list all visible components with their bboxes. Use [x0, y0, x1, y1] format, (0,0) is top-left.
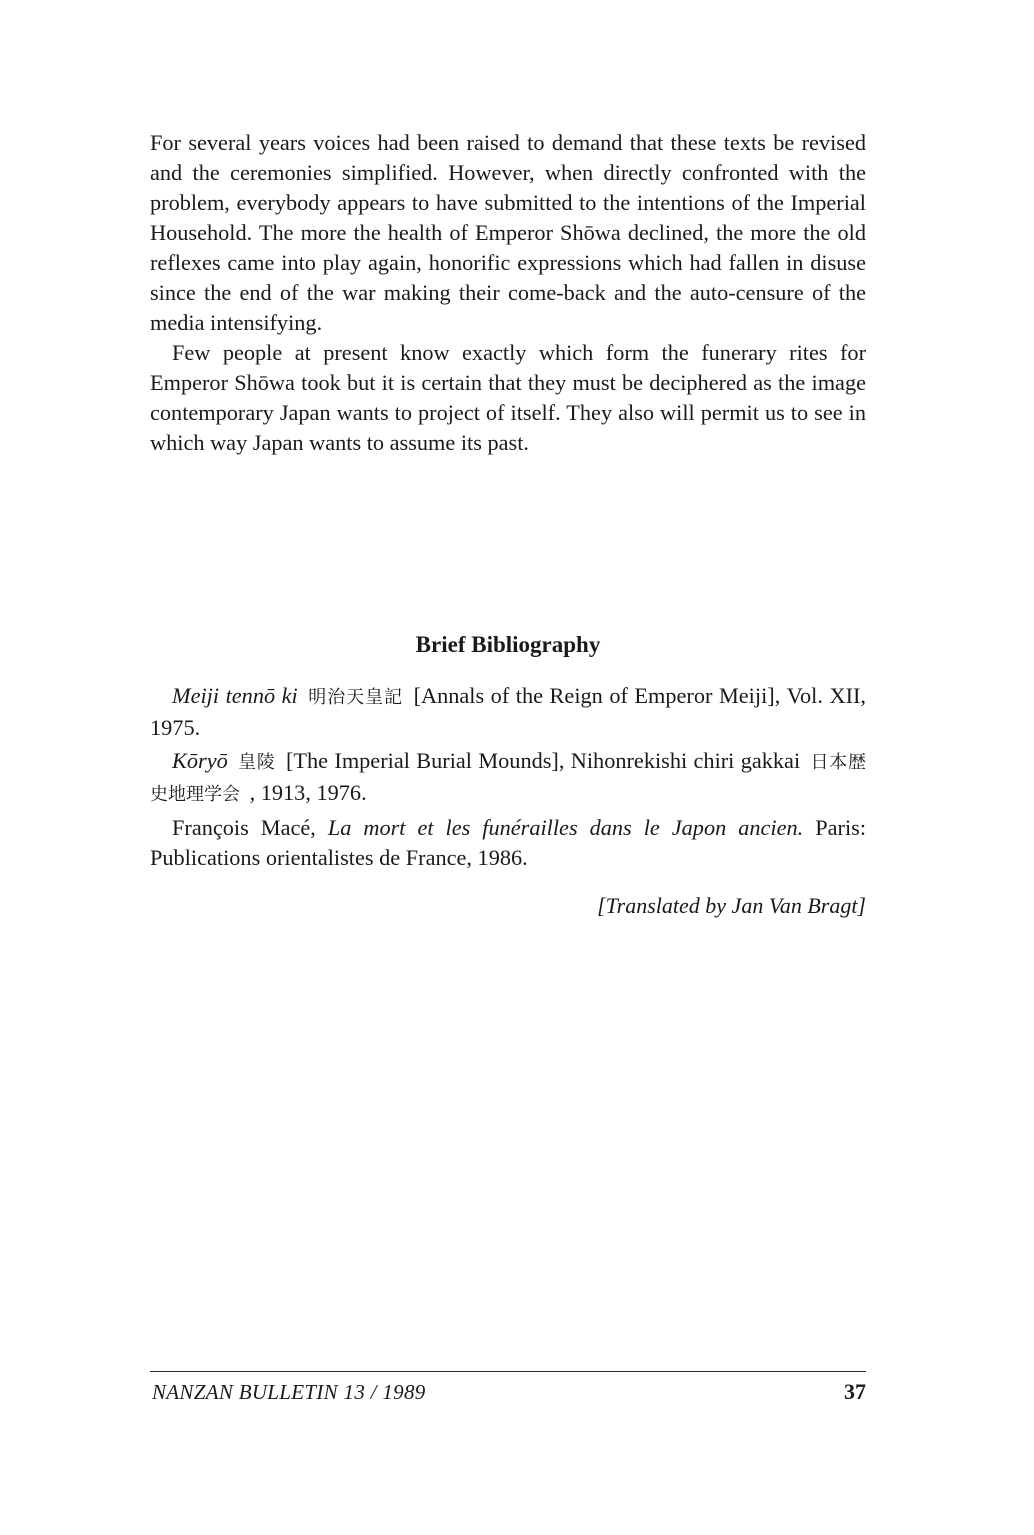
entry-title: La mort et les funérailles dans le Japon ancien. [327, 815, 804, 840]
bibliography-entry [150, 681, 866, 743]
page-number: 37 [844, 1379, 866, 1404]
entry-details: [The Imperial Burial Mounds], Nihonrekishi chiri gakkai [285, 748, 801, 773]
bibliography-heading: Brief Bibliography [415, 632, 601, 657]
paragraph: For several years voices had been raised to demand that these texts be revised and the ceremonies simplified. However, when directly confronted with the problem, everybody appears to have submitted to the intentions of the Imperial Household. The more the health of Emperor Shōwa declined, the more the old reflexes came into play again, honorific expressions which had fallen in disuse since the end of the war making their come-back and the auto-censure of the media intensifying. [150, 130, 866, 335]
footer-rule [150, 1371, 866, 1372]
entry-author: François Macé, [172, 815, 316, 840]
bibliography-entry [150, 813, 866, 873]
entry-kanji: 明治天皇記 [308, 687, 404, 708]
body-text [150, 128, 866, 458]
journal-footer: NANZAN BULLETIN 13 / 1989 [152, 1380, 426, 1404]
bibliography-list [150, 681, 866, 876]
translator-credit: [Translated by Jan Van Bragt] [597, 893, 866, 918]
entry-details-years: , 1913, 1976. [249, 780, 367, 805]
entry-kanji-publisher: 日本歴史地理学会 [150, 752, 867, 805]
entry-title: Kōryō [172, 748, 228, 773]
entry-title: Meiji tennō ki [172, 683, 298, 708]
entry-kanji: 皇陵 [238, 752, 276, 773]
entry-details: [Annals of the Reign of Emperor Meiji], Vol. XII, 1975. [150, 683, 866, 740]
paragraph: Few people at present know exactly which form the funerary rites for Emperor Shōwa took but it is certain that they must be deciphered as the image contemporary Japan wants to project of itself. They also will permit us to see in which way Japan wants to assume its past. [150, 340, 866, 455]
entry-details: Paris: Publications orientalistes de France, 1986. [150, 815, 867, 870]
bibliography-entry [150, 746, 866, 810]
